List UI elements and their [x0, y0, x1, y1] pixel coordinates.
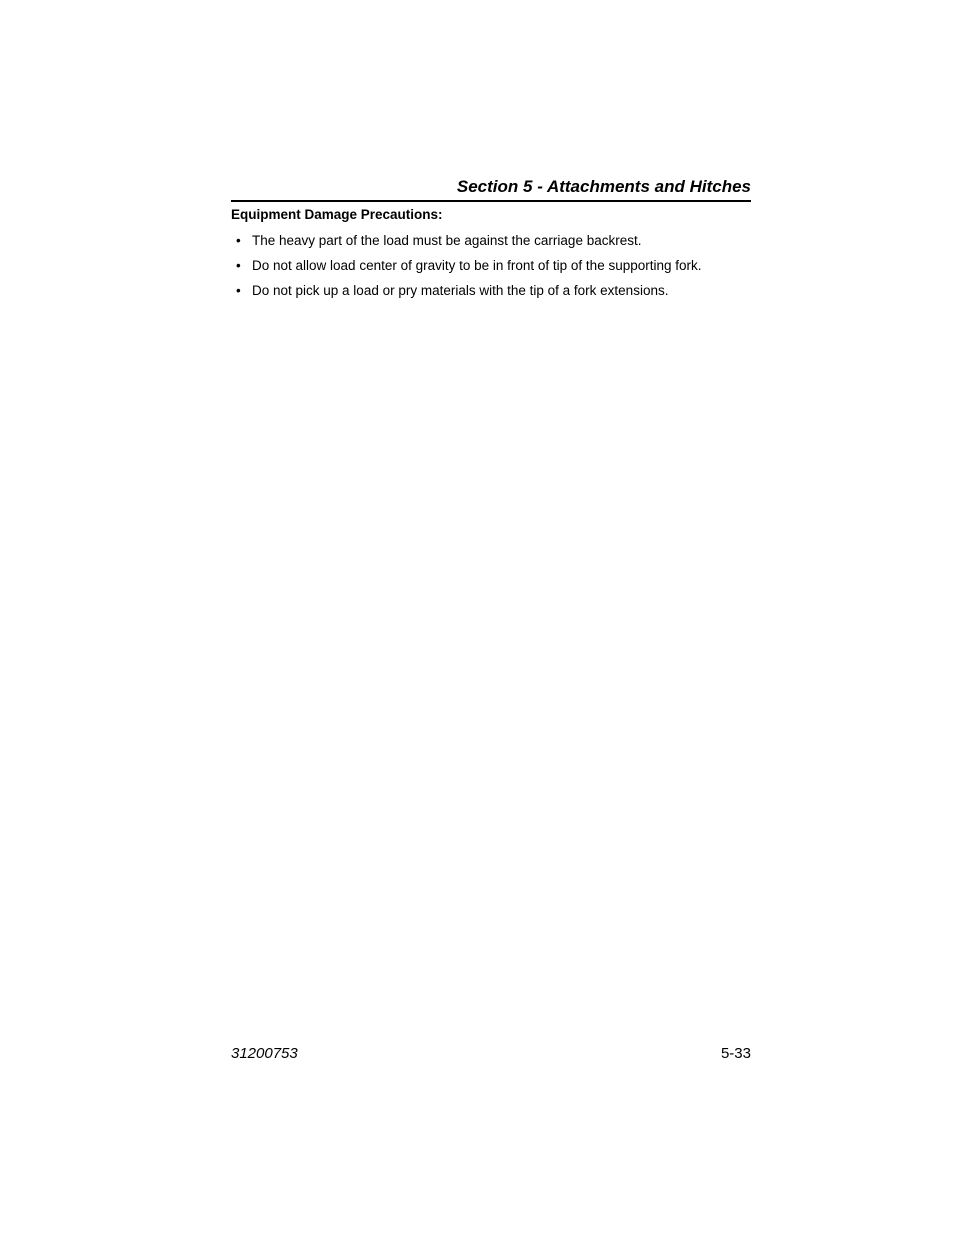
bullet-icon: • — [236, 233, 241, 248]
header-divider — [231, 200, 751, 202]
list-item — [231, 257, 751, 282]
precautions-heading: Equipment Damage Precautions: — [231, 207, 443, 222]
section-title: Section 5 - Attachments and Hitches — [456, 177, 751, 196]
list-item-text: Do not pick up a load or pry materials with the tip of a fork extensions. — [252, 283, 669, 298]
list-item — [231, 282, 751, 307]
bullet-icon: • — [236, 283, 241, 298]
list-item-text: Do not allow load center of gravity to be in front of tip of the supporting fork. — [252, 258, 702, 273]
list-item-text: The heavy part of the load must be against the carriage backrest. — [252, 233, 642, 248]
bullet-icon: • — [236, 258, 241, 273]
precautions-list — [231, 232, 751, 307]
list-item — [231, 232, 751, 257]
page-number: 5-33 — [720, 1045, 751, 1062]
document-number: 31200753 — [231, 1045, 298, 1062]
